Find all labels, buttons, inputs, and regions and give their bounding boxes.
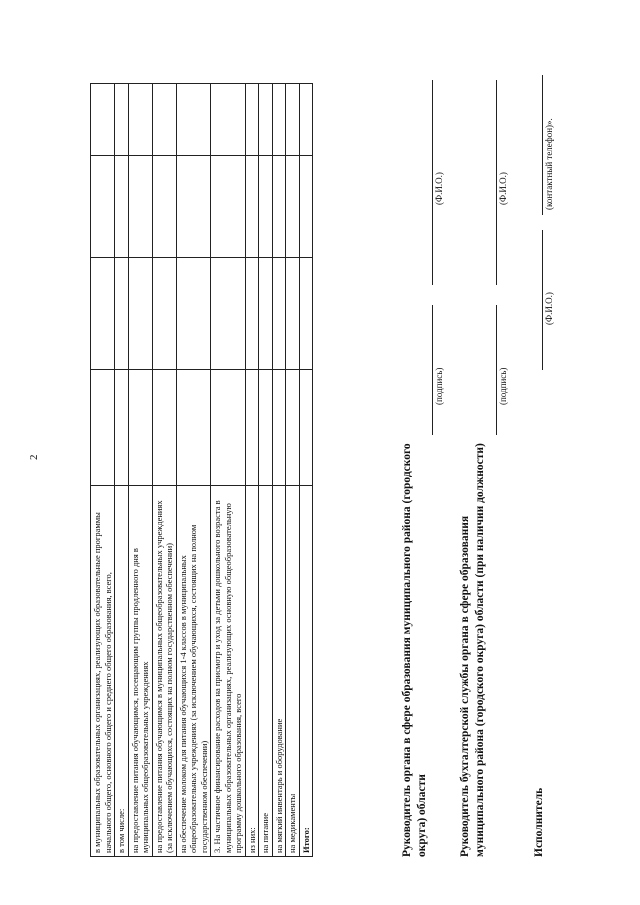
- table-cell: [91, 258, 115, 369]
- head-sign-caption: (подпись): [434, 367, 444, 405]
- table-cell: [152, 369, 176, 485]
- table-cell: [272, 369, 286, 485]
- table-cell: [259, 84, 273, 156]
- table-cell: [245, 258, 259, 369]
- table-row: [91, 84, 115, 857]
- accountant-name-caption: (Ф.И.О.): [498, 172, 508, 205]
- table-row: [211, 84, 246, 857]
- table-cell: [128, 84, 152, 156]
- table-cell: [299, 156, 313, 258]
- table-cell: [152, 258, 176, 369]
- row-label: 3. На частичное финансирование расходов на присмотр и уход за детьми дошкольного возраста в муниципальных образовательных организациях, реализующих основную общеобразовательную программу дошкольного образования, всего: [211, 485, 246, 856]
- accountant-sign-caption: (подпись): [498, 367, 508, 405]
- table-cell: [128, 156, 152, 258]
- table-row: [299, 84, 313, 857]
- table-cell: [211, 258, 246, 369]
- executor-phone-caption: (контактный телефон)».: [544, 118, 554, 210]
- accountant-signature-block: [458, 47, 488, 857]
- table-cell: [299, 84, 313, 156]
- table-row: [176, 84, 211, 857]
- executor-name-caption: (Ф.И.О.): [544, 292, 554, 325]
- table-cell: [128, 369, 152, 485]
- table-cell: [259, 156, 273, 258]
- table-cell: [91, 369, 115, 485]
- table-cell: [176, 258, 211, 369]
- row-label: на мягкий инвентарь и оборудование: [272, 485, 286, 856]
- table-cell: [115, 369, 129, 485]
- table-cell: [299, 258, 313, 369]
- table-cell: [245, 84, 259, 156]
- page-number: 2: [28, 454, 40, 460]
- accountant-name-line: [496, 80, 497, 285]
- table-row: [128, 84, 152, 857]
- table-cell: [176, 84, 211, 156]
- budget-table: [90, 83, 313, 857]
- table-cell: [211, 84, 246, 156]
- row-label: на медикаменты: [286, 485, 300, 856]
- table-cell: [259, 369, 273, 485]
- table-cell: [286, 369, 300, 485]
- table-cell: [91, 156, 115, 258]
- table-cell: [128, 258, 152, 369]
- table-row: [152, 84, 176, 857]
- accountant-sign-line: [496, 305, 497, 435]
- executor-name-line: [542, 230, 543, 370]
- head-name-caption: (Ф.И.О.): [434, 172, 444, 205]
- table-cell: [211, 156, 246, 258]
- table-cell: [152, 84, 176, 156]
- row-label: Итого:: [299, 485, 313, 856]
- row-label: на обеспечение молоком для питания обучающихся 1-4 классов в муниципальных общеобразовательных учреждениях (за исключением обучающихся, состоящих на полном государственном обеспечении): [176, 485, 211, 856]
- row-label: в том числе:: [115, 485, 129, 856]
- table-row: [115, 84, 129, 857]
- table-cell: [152, 156, 176, 258]
- head-sign-line: [432, 305, 433, 435]
- row-label: из них:: [245, 485, 259, 856]
- head-title: Руководитель органа в сфере образования муниципального района (городского округа) области: [401, 443, 428, 857]
- table-cell: [115, 84, 129, 156]
- executor-phone-line: [542, 75, 543, 215]
- table-cell: [299, 369, 313, 485]
- executor-title: Исполнитель: [533, 787, 545, 857]
- table-row: [272, 84, 286, 857]
- table-cell: [176, 369, 211, 485]
- row-label: на предоставление питания обучающимся, посещающим группы продленного дня в муниципальных общеобразовательных учреждениях: [128, 485, 152, 856]
- table-cell: [115, 258, 129, 369]
- table-cell: [115, 156, 129, 258]
- table-cell: [245, 156, 259, 258]
- table-cell: [176, 156, 211, 258]
- table-row: [245, 84, 259, 857]
- table-cell: [272, 156, 286, 258]
- head-name-line: [432, 80, 433, 285]
- table-cell: [286, 258, 300, 369]
- row-label: на предоставление питания обучающимся в муниципальных общеобразовательных учреждениях (за исключением обучающихся, состоящих на полном государственном обеспечении): [152, 485, 176, 856]
- row-label: на питание: [259, 485, 273, 856]
- table-cell: [272, 258, 286, 369]
- table-cell: [286, 84, 300, 156]
- table-row: [259, 84, 273, 857]
- head-signature-block: [400, 47, 430, 857]
- table-cell: [91, 84, 115, 156]
- table-cell: [245, 369, 259, 485]
- table-cell: [272, 84, 286, 156]
- row-label: в муниципальных образовательных организациях, реализующих образовательные программы начального общего, основного общего и среднего общего образования, всего,: [91, 485, 115, 856]
- table-cell: [259, 258, 273, 369]
- table-cell: [211, 369, 246, 485]
- accountant-title: Руководитель бухгалтерской службы органа в сфере образования муниципального района (городского округа) области (при наличии должности): [459, 443, 486, 857]
- table-cell: [286, 156, 300, 258]
- table-row: [286, 84, 300, 857]
